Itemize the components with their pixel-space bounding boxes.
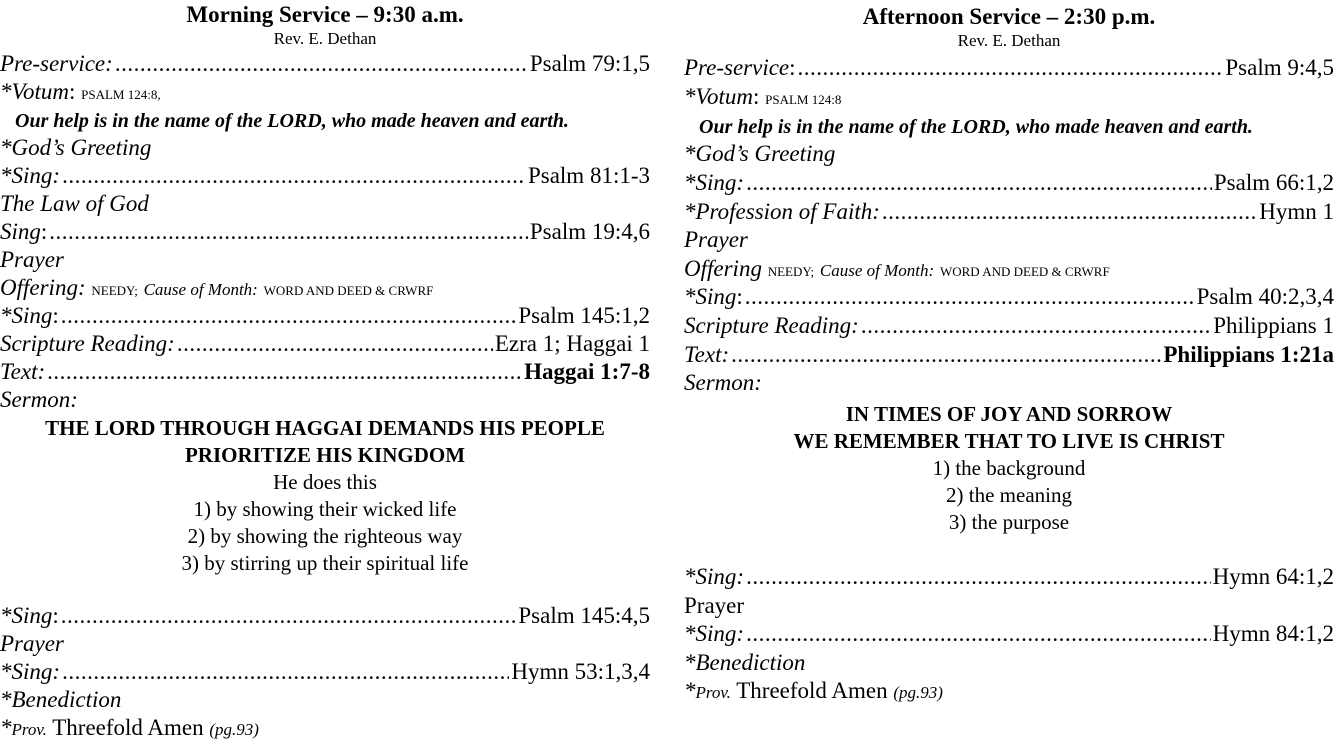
leader-dots (62, 659, 509, 685)
morning-greeting: *God’s Greeting (0, 135, 152, 160)
sing-label: *Sing (0, 303, 53, 328)
morning-prayer: Prayer (0, 247, 64, 272)
text-value: Haggai 1:7-8 (524, 359, 650, 384)
sing-value: Psalm 81:1-3 (527, 163, 650, 188)
amen-prov: Prov. (11, 720, 47, 739)
preservice-label: Pre-service: (0, 51, 113, 76)
scripture-reading-label: Scripture Reading: (0, 331, 175, 356)
morning-reading-row (0, 331, 650, 359)
offering-label: Offering (684, 256, 762, 281)
votum-label: *Votum (684, 84, 753, 109)
preservice-label: Pre-service (684, 55, 790, 80)
sing-label: *Sing: (684, 564, 745, 589)
sing-colon: : (40, 219, 48, 244)
afternoon-greeting: *God’s Greeting (684, 141, 836, 166)
afternoon-pastor: Rev. E. Dethan (957, 31, 1061, 50)
leader-dots (746, 170, 1212, 196)
leader-dots (61, 303, 517, 329)
afternoon-sing1-row (684, 170, 1334, 199)
leader-dots (731, 342, 1161, 368)
afternoon-sing2-row (684, 284, 1334, 313)
leader-dots (61, 603, 517, 629)
morning-amen-row (0, 715, 650, 743)
afternoon-text-row (684, 342, 1334, 370)
afternoon-sermon-point: 1) the background (932, 456, 1086, 480)
morning-sing5-row (0, 659, 650, 687)
leader-dots (62, 163, 526, 189)
afternoon-sermon-title-line2: WE REMEMBER THAT TO LIVE IS CHRIST (793, 429, 1225, 453)
votum-colon: : (753, 84, 760, 109)
sing-label: *Sing: (684, 170, 745, 195)
profession-of-faith-label: *Profession of Faith: (684, 199, 880, 224)
morning-sermon-title-line2: PRIORITIZE HIS KINGDOM (184, 443, 466, 467)
text-label: Text: (684, 342, 730, 367)
leader-dots (115, 51, 528, 77)
morning-service-column (0, 0, 650, 743)
sing-value: Psalm 19:4,6 (529, 219, 650, 244)
cause-of-month-label: Cause of Month: (819, 261, 935, 280)
morning-service-title: Morning Service – 9:30 a.m. (186, 2, 464, 27)
profession-of-faith-value: Hymn 1 (1259, 199, 1334, 224)
leader-dots (746, 621, 1211, 647)
afternoon-benediction: *Benediction (684, 650, 806, 675)
afternoon-profession-row (684, 199, 1334, 227)
morning-preservice-row (0, 51, 650, 79)
offering-needy: NEEDY; (767, 264, 815, 279)
morning-sermon-point: 2) by showing the righteous way (187, 524, 463, 548)
votum-reference: PSALM 124:8 (765, 92, 842, 107)
morning-offering-row (0, 275, 650, 303)
morning-sermon-title-line1: THE LORD THROUGH HAGGAI DEMANDS HIS PEOPLE (45, 416, 605, 440)
sing-value: Psalm 145:1,2 (518, 303, 650, 328)
sing-value: Psalm 40:2,3,4 (1196, 284, 1334, 309)
afternoon-sermon-point: 3) the purpose (948, 510, 1070, 534)
afternoon-prayer: Prayer (684, 227, 748, 252)
morning-sing3-row (0, 303, 650, 331)
morning-sing4-row (0, 603, 650, 631)
amen-page: (pg.93) (893, 683, 943, 702)
afternoon-sermon-title-line1: IN TIMES OF JOY AND SORROW (845, 402, 1173, 426)
text-value: Philippians 1:21a (1163, 342, 1334, 367)
preservice-value: Psalm 79:1,5 (529, 51, 650, 76)
afternoon-prayer: Prayer (684, 593, 745, 618)
preservice-value: Psalm 9:4,5 (1225, 55, 1334, 80)
sing-colon: : (52, 603, 59, 628)
morning-votum-text: Our help is in the name of the LORD, who made heaven and earth. (15, 110, 569, 132)
amen-text: Threefold Amen (730, 678, 894, 703)
amen-prov: Prov. (695, 683, 731, 702)
amen-text: Threefold Amen (46, 715, 210, 740)
leader-dots (177, 331, 493, 357)
offering-label: Offering: (0, 275, 86, 300)
text-label: Text: (0, 359, 46, 384)
leader-dots (47, 359, 522, 385)
sing-value: Hymn 53:1,3,4 (511, 659, 650, 684)
afternoon-sermon-point: 2) the meaning (946, 483, 1072, 507)
leader-dots (882, 199, 1257, 225)
votum-reference: PSALM 124:8, (81, 87, 161, 102)
afternoon-votum-text: Our help is in the name of the LORD, who made heaven and earth. (699, 116, 1253, 138)
morning-law-of-god: The Law of God (0, 191, 149, 216)
leader-dots (746, 564, 1211, 590)
sing-label: *Sing (0, 603, 53, 628)
morning-votum-row (0, 79, 650, 107)
sing-value: Psalm 66:1,2 (1213, 170, 1334, 195)
leader-dots (861, 313, 1211, 339)
morning-text-row (0, 359, 650, 387)
cause-of-month-value: WORD AND DEED & CRWRF (939, 264, 1110, 279)
leader-dots (745, 284, 1195, 310)
sing-label: *Sing (684, 284, 737, 309)
afternoon-sermon-label: Sermon: (684, 370, 762, 395)
sing-value: Hymn 64:1,2 (1212, 564, 1334, 589)
morning-pastor: Rev. E. Dethan (273, 29, 377, 48)
scripture-reading-label: Scripture Reading: (684, 313, 859, 338)
morning-prayer: Prayer (0, 631, 64, 656)
sing-value: Hymn 84:1,2 (1212, 621, 1334, 646)
sing-label: Sing (0, 219, 41, 244)
afternoon-amen-row (684, 678, 1334, 706)
sing-label: *Sing: (684, 621, 745, 646)
votum-label: *Votum (0, 79, 69, 104)
morning-sermon-label: Sermon: (0, 387, 78, 412)
offering-needy: NEEDY; (91, 283, 138, 298)
afternoon-service-column (684, 0, 1334, 706)
morning-benediction: *Benediction (0, 687, 122, 712)
sing-value: Psalm 145:4,5 (518, 603, 650, 628)
amen-star: * (684, 678, 696, 703)
morning-sermon-point: He does this (273, 470, 377, 494)
morning-sing1-row (0, 163, 650, 191)
votum-colon: : (69, 79, 76, 104)
leader-dots (49, 219, 528, 245)
afternoon-sing4-row (684, 621, 1334, 650)
afternoon-votum-row (684, 84, 1334, 113)
scripture-reading-value: Philippians 1 (1213, 313, 1334, 338)
afternoon-reading-row (684, 313, 1334, 342)
amen-page: (pg.93) (209, 720, 259, 739)
sing-label: *Sing: (0, 163, 61, 188)
sing-label: *Sing: (0, 659, 61, 684)
morning-sermon-point: 3) by stirring up their spiritual life (181, 551, 469, 575)
scripture-reading-value: Ezra 1; Haggai 1 (494, 331, 650, 356)
afternoon-service-title: Afternoon Service – 2:30 p.m. (862, 4, 1156, 29)
afternoon-preservice-row (684, 55, 1334, 84)
cause-of-month-label: Cause of Month: (143, 280, 258, 299)
sing-colon: : (736, 284, 743, 309)
afternoon-sing3-row (684, 564, 1334, 593)
morning-sing2-row (0, 219, 650, 247)
amen-star: * (0, 715, 12, 740)
afternoon-offering-row (684, 256, 1334, 284)
preservice-colon: : (789, 55, 796, 80)
cause-of-month-value: WORD AND DEED & CRWRF (263, 283, 434, 298)
leader-dots (798, 55, 1224, 81)
sing-colon: : (52, 303, 59, 328)
morning-sermon-point: 1) by showing their wicked life (193, 497, 457, 521)
